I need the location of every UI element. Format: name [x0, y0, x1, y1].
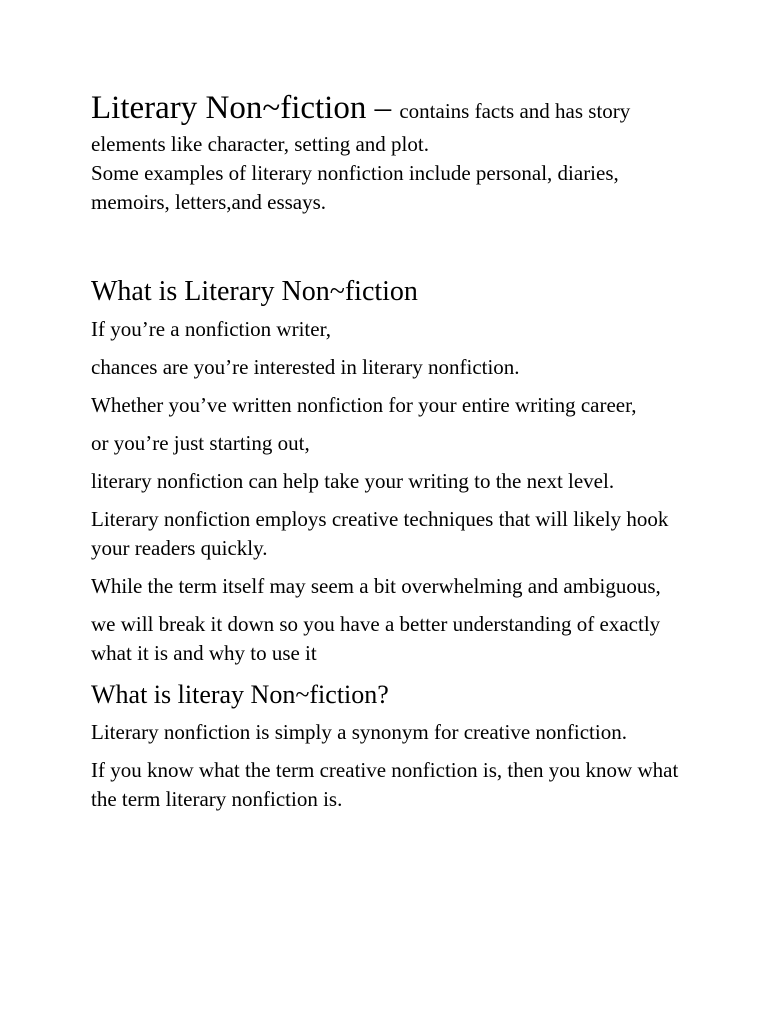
section-heading-what-is-literary-nonfiction: What is Literary Non~fiction: [91, 276, 418, 307]
title-dash: –: [366, 90, 400, 126]
paragraph: Whether you’ve written nonfiction for your entire writing career,: [91, 393, 637, 417]
paragraph: we will break it down so you have a better understanding of exactly what it is and why to use it: [91, 612, 661, 665]
paragraph: or you’re just starting out,: [91, 431, 310, 455]
paragraph: If you’re a nonfiction writer,: [91, 317, 331, 341]
title-description: contains facts and has story: [399, 99, 631, 123]
paragraph: While the term itself may seem a bit overwhelming and ambiguous,: [91, 574, 661, 598]
paragraph: Literary nonfiction employs creative techniques that will likely hook your readers quickly.: [91, 507, 669, 560]
paragraph: chances are you’re interested in literary nonfiction.: [91, 355, 520, 379]
intro-line-2: Some examples of literary nonfiction include personal, diaries,: [91, 161, 619, 185]
section-heading-what-is-literay-nonfiction: What is literay Non~fiction?: [91, 680, 389, 709]
intro-line-3: memoirs, letters,and essays.: [91, 190, 327, 214]
intro-line-1: elements like character, setting and plot.: [91, 132, 429, 156]
title-line: [91, 92, 698, 130]
paragraph: Literary nonfiction is simply a synonym for creative nonfiction.: [91, 720, 627, 744]
paragraph: If you know what the term creative nonfiction is, then you know what the term literary nonfiction is.: [91, 758, 679, 811]
paragraph: literary nonfiction can help take your writing to the next level.: [91, 469, 615, 493]
document-title: Literary Non~fiction: [91, 90, 367, 126]
